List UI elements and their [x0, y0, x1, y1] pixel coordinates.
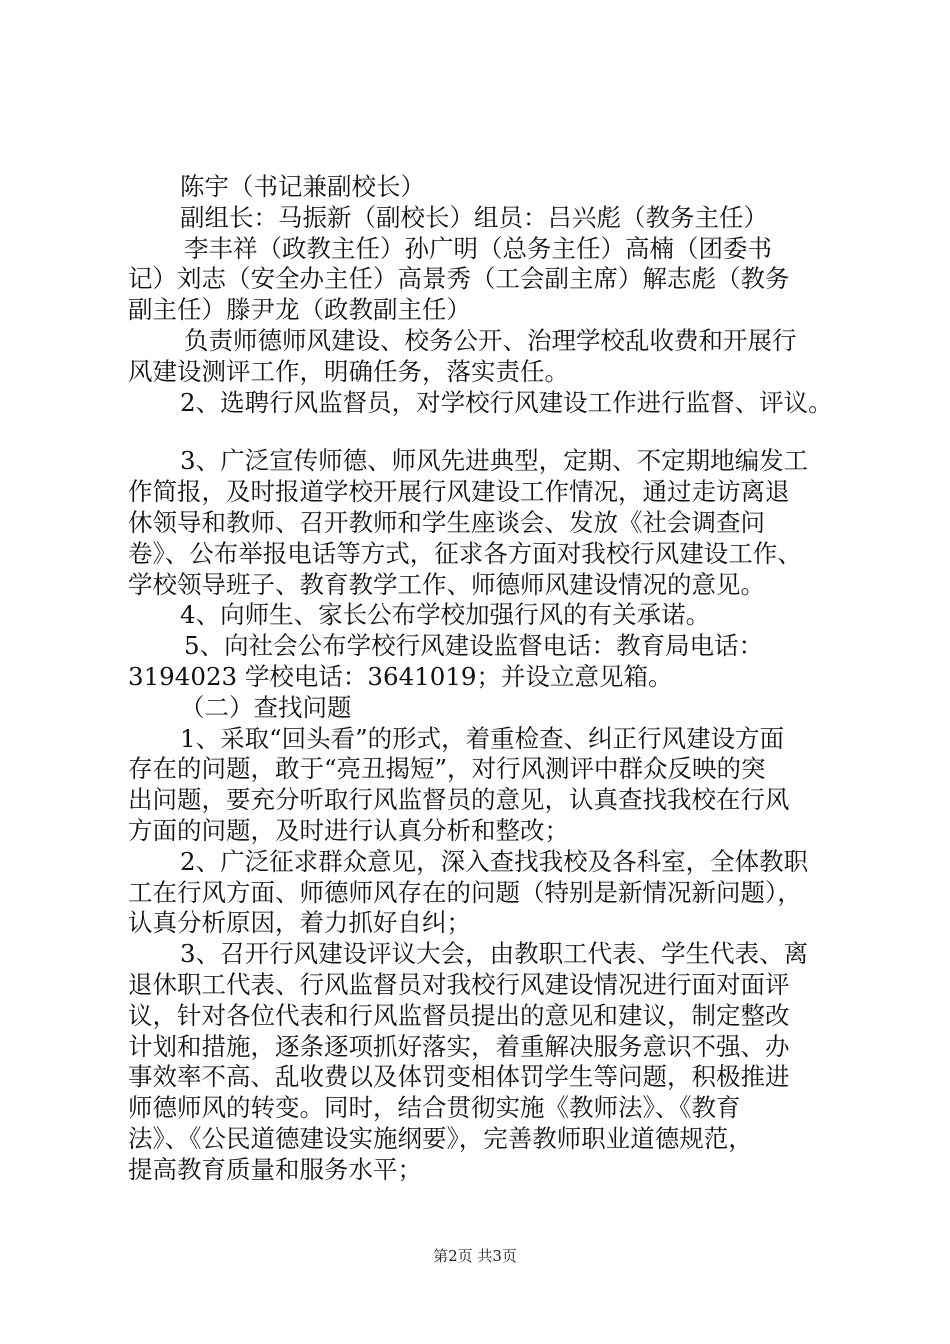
text-line: 认真分析原因，着力抓好自纠；	[128, 908, 471, 938]
text-line: 1、采取“回头看”的形式，着重检查、纠正行风建设方面	[180, 723, 785, 753]
text-line: 学校领导班子、教育教学工作、师德师风建设情况的意见。	[128, 569, 765, 599]
text-line: 风建设测评工作，明确任务，落实责任。	[128, 356, 569, 386]
text-line: 卷》、公布举报电话等方式，征求各方面对我校行风建设工作、	[128, 538, 802, 568]
text-line: 出问题，要充分听取行风监督员的意见，认真查找我校在行风	[128, 785, 790, 815]
text-line: 2、选聘行风监督员，对学校行风建设工作进行监督、评议。	[180, 387, 833, 417]
page-number-footer: 第2页 共3页	[433, 1247, 517, 1265]
text-line: 休领导和教师、召开教师和学生座谈会、发放《社会调查问	[128, 507, 765, 537]
text-line: 李丰祥（政教主任）孙广明（总务主任）高楠（团委书	[184, 233, 772, 263]
text-line: 事效率不高、乱收费以及体罚变相体罚学生等问题，积极推进	[128, 1062, 790, 1092]
text-line: 师德师风的转变。同时，结合贯彻实施《教师法》、《教育	[128, 1093, 741, 1123]
text-line: 3194023 学校电话：3641019；并设立意见箱。	[128, 661, 673, 691]
text-line: 存在的问题，敢于“亮丑揭短”，对行风测评中群众反映的突	[128, 754, 766, 784]
text-line: 提高教育质量和服务水平；	[128, 1154, 422, 1184]
text-line: 副主任）滕尹龙（政教副主任）	[128, 295, 471, 325]
text-line: 4、向师生、家长公布学校加强行风的有关承诺。	[180, 600, 711, 630]
document-body	[128, 172, 868, 1186]
text-line: 记）刘志（安全办主任）高景秀（工会副主席）解志彪（教务	[128, 264, 790, 294]
text-line: 工在行风方面、师德师风存在的问题（特别是新情况新问题），	[128, 877, 802, 907]
text-line: 议，针对各位代表和行风监督员提出的意见和建议，制定整改	[128, 1000, 790, 1030]
text-line: 计划和措施，逐条逐项抓好落实，着重解决服务意识不强、办	[128, 1031, 790, 1061]
text-line: 陈宇（书记兼副校长）	[180, 172, 425, 201]
paragraph-gap	[128, 418, 868, 446]
text-line: 退休职工代表、行风监督员对我校行风建设情况进行面对面评	[128, 969, 790, 999]
text-line: 负责师德师风建设、校务公开、治理学校乱收费和开展行	[184, 325, 797, 355]
text-line: 作简报，及时报道学校开展行风建设工作情况，通过走访离退	[128, 477, 790, 507]
text-line: 副组长：马振新（副校长）组员：吕兴彪（教务主任）	[180, 202, 768, 232]
text-line: 法》、《公民道德建设实施纲要》，完善教师职业道德规范，	[128, 1123, 753, 1153]
text-line: 3、广泛宣传师德、师风先进典型，定期、不定期地编发工	[180, 446, 809, 476]
text-line: 方面的问题，及时进行认真分析和整改；	[128, 815, 569, 845]
text-line: 2、广泛征求群众意见，深入查找我校及各科室，全体教职	[180, 846, 809, 876]
text-line: 3、召开行风建设评议大会，由教职工代表、学生代表、离	[180, 939, 809, 969]
section-heading: （二）查找问题	[180, 692, 352, 722]
text-line: 5、向社会公布学校行风建设监督电话：教育局电话：	[184, 631, 764, 661]
